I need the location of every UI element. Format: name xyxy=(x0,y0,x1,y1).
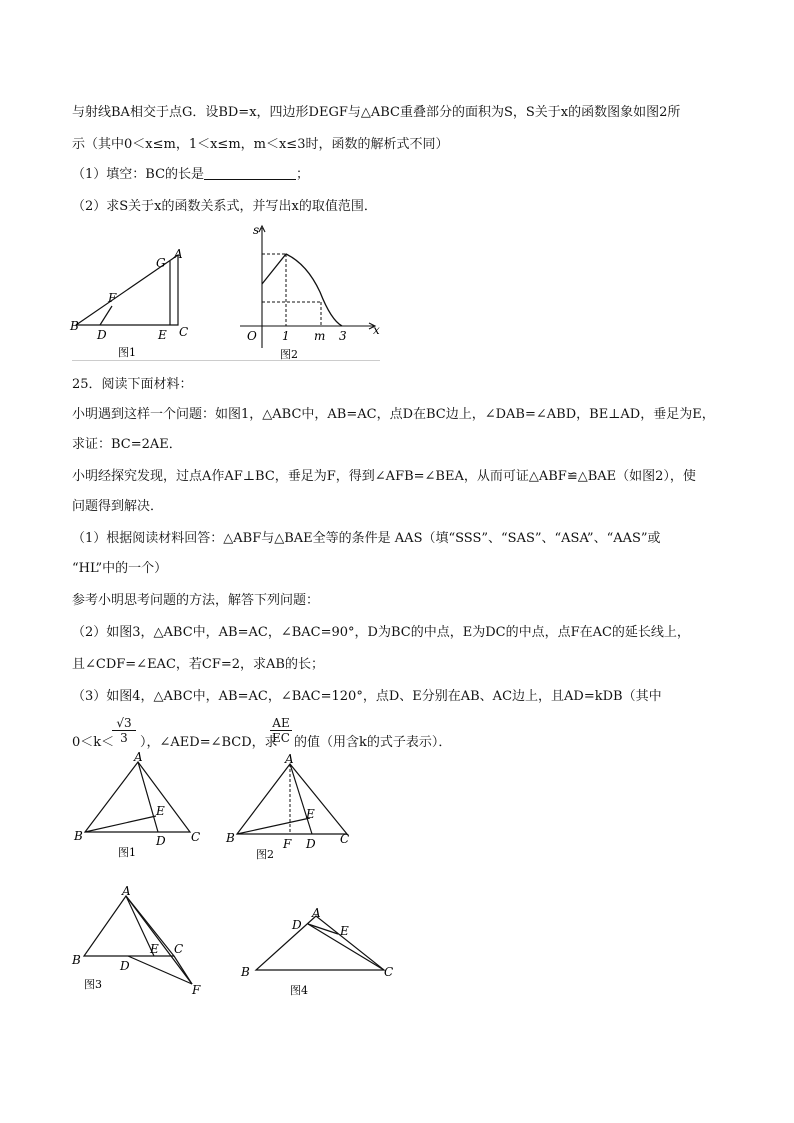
label-E: E xyxy=(158,328,167,342)
label-B: B xyxy=(226,831,235,845)
label-F: F xyxy=(108,291,117,305)
label-A: A xyxy=(312,906,321,920)
label-A: A xyxy=(174,247,183,261)
problem25-question1-line1: （1）根据阅读材料回答：△ABF与△BAE全等的条件是 AAS（填“SSS”、“SAS”、“ASA”、“AAS”或 xyxy=(72,531,661,546)
problem24-question1 xyxy=(72,166,309,184)
question3-suffix: 的值（用含k的式子表示）． xyxy=(294,735,452,750)
label-C: C xyxy=(384,965,394,979)
problem25-heading: 25．阅读下面材料： xyxy=(72,377,193,392)
fraction-numerator: √3 xyxy=(112,716,136,731)
figure25-4 xyxy=(236,904,396,999)
fraction-sqrt3-over-3 xyxy=(112,716,136,745)
answer-blank xyxy=(204,166,296,180)
problem25-paragraph1: 小明遇到这样一个问题：如图1，△ABC中，AB=AC，点D在BC边上，∠DAB=∠ABD，BE⊥AD，垂足为E， xyxy=(72,407,715,422)
caption: 图1 xyxy=(118,346,136,359)
fraction-denominator: 3 xyxy=(120,731,128,745)
label-A: A xyxy=(122,884,131,898)
figure-p24-2 xyxy=(235,222,385,362)
label-B: B xyxy=(70,319,79,333)
problem25-question2-line1: （2）如图3，△ABC中，AB=AC，∠BAC=90°，D为BC的中点，E为DC的中点，点F在AC的延长线上， xyxy=(72,625,690,640)
caption: 图2 xyxy=(280,348,298,361)
label-B: B xyxy=(241,965,250,979)
caption: 图4 xyxy=(290,984,308,997)
problem25-paragraph3: 小明经探究发现，过点A作AF⊥BC，垂足为F，得到∠AFB=∠BEA，从而可证△ABF≌△BAE（如图2），使 xyxy=(72,469,696,484)
label-A: A xyxy=(285,752,294,766)
label-E: E xyxy=(156,804,165,818)
problem25-question3-line1: （3）如图4，△ABC中，AB=AC，∠BAC=120°，点D、E分别在AB、AC边上，且AD=kDB（其中 xyxy=(72,689,662,704)
label-E: E xyxy=(150,942,159,956)
label-B: B xyxy=(72,953,81,967)
fraction-denominator: EC xyxy=(272,731,290,745)
question1-prefix: （1）填空：BC的长是 xyxy=(72,167,205,182)
figure25-1 xyxy=(70,752,210,862)
label-F: F xyxy=(192,983,201,997)
caption: 图1 xyxy=(118,846,136,859)
label-C: C xyxy=(340,832,350,846)
label-D: D xyxy=(156,834,166,848)
label-G: G xyxy=(156,256,166,270)
caption: 图2 xyxy=(256,848,274,861)
label-D: D xyxy=(97,328,107,342)
figure25-2 xyxy=(222,752,362,862)
problem24-text-line2: 示（其中0＜x≤m，1＜x≤m，m＜x≤3时，函数的解析式不同） xyxy=(72,137,449,152)
fraction-numerator: AE xyxy=(270,716,292,731)
divider xyxy=(72,360,380,361)
label-D: D xyxy=(292,918,302,932)
fraction-AE-over-EC xyxy=(270,716,292,745)
label-D: D xyxy=(120,959,130,973)
tick-label-1: 1 xyxy=(282,329,290,343)
question3-prefix: 0＜k＜ xyxy=(72,735,115,750)
problem25-paragraph4: 问题得到解决． xyxy=(72,499,164,514)
label-A: A xyxy=(134,752,143,764)
problem25-question1-line2: “HL”中的一个） xyxy=(72,561,168,576)
axis-label-s: s xyxy=(253,223,260,237)
figure25-3 xyxy=(70,884,215,999)
problem24-text-line1: 与射线BA相交于点G．设BD=x，四边形DEGF与△ABC重叠部分的面积为S，S关于x的函数图象如图2所 xyxy=(72,105,681,120)
tick-label-3: 3 xyxy=(339,329,347,343)
caption: 图3 xyxy=(84,978,102,991)
problem25-reference: 参考小明思考问题的方法，解答下列问题： xyxy=(72,593,320,608)
figure-p24-1 xyxy=(68,240,198,365)
problem24-question2: （2）求S关于x的函数关系式，并写出x的取值范围． xyxy=(72,199,377,214)
tick-label-m: m xyxy=(314,329,326,343)
label-B: B xyxy=(74,829,83,843)
label-F: F xyxy=(283,837,292,851)
label-E: E xyxy=(340,924,349,938)
question1-suffix: ； xyxy=(296,167,310,182)
label-C: C xyxy=(179,325,189,339)
label-E: E xyxy=(306,807,315,821)
problem25-paragraph2: 求证：BC=2AE． xyxy=(72,437,182,452)
axis-label-x: x xyxy=(373,323,380,337)
label-C: C xyxy=(191,830,201,844)
origin-label: O xyxy=(247,329,257,343)
label-C: C xyxy=(174,942,184,956)
question3-middle: ），∠AED=∠BCD，求 xyxy=(140,735,278,750)
label-D: D xyxy=(306,837,316,851)
problem25-question2-line2: 且∠CDF=∠EAC，若CF=2，求AB的长； xyxy=(72,657,324,672)
